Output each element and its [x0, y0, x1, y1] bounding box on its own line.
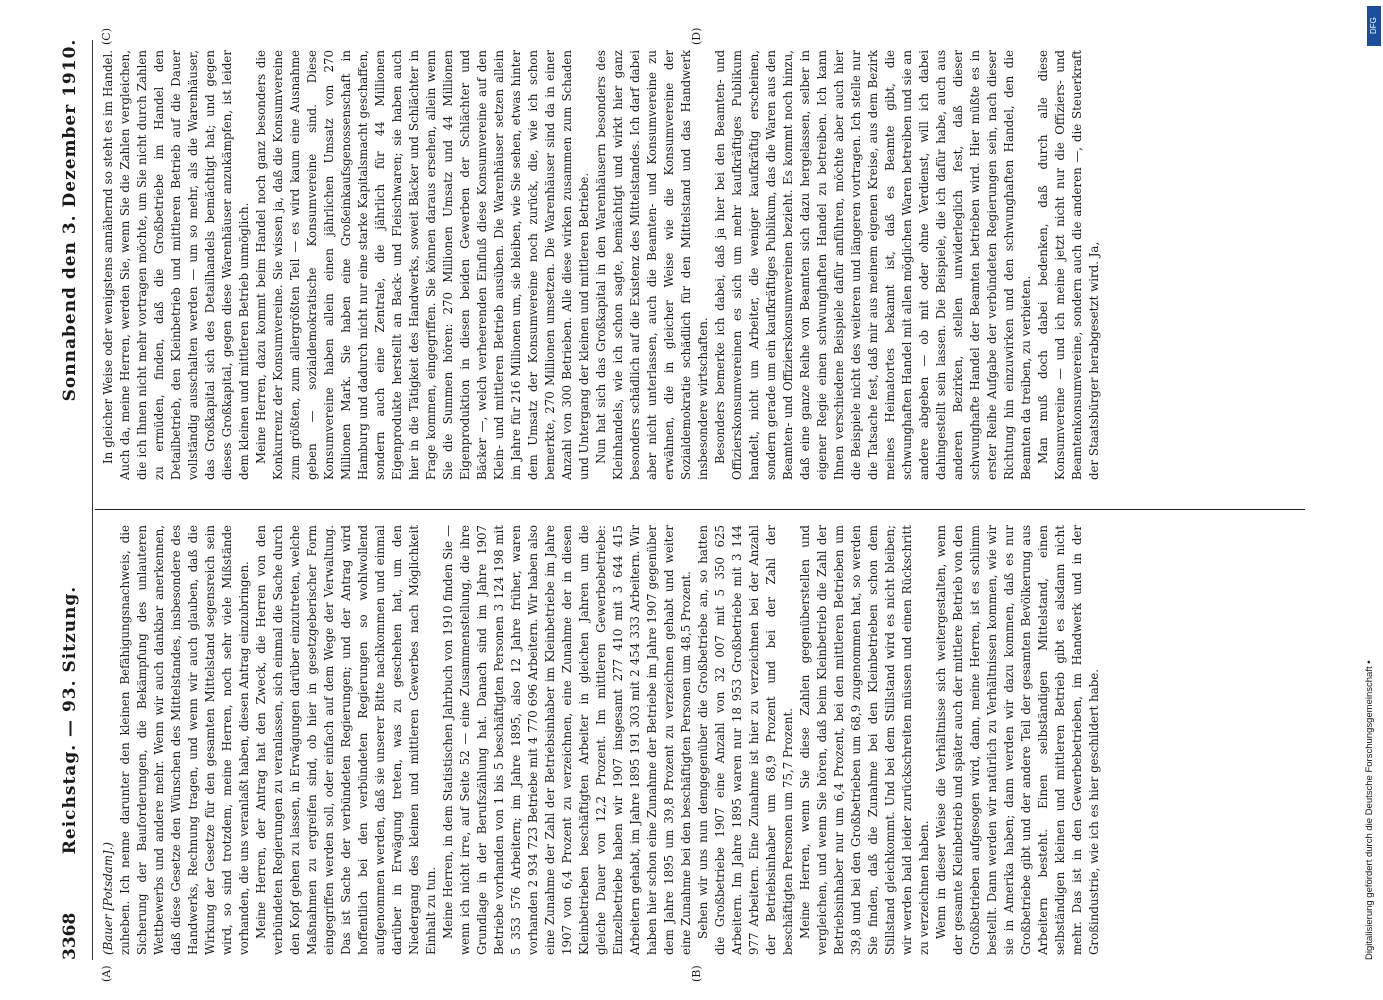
- paragraph: In gleicher Weise oder wenigstens annähernd so steht es im Handel. Auch da, meine Herren, werden Sie, wenn Sie die Zahlen vergleichen, die ich Ihnen nicht mehr vortragen möchte, um Sie nicht durch Zahlen zu ermüden, finden, daß die Großbetriebe im Handel den Detailbetrieb, den Kleinbetrieb und mittleren Betrieb auf die Dauer vollständig ausschalten werden — um so mehr, als die Warenhäuser, das Großkapital sich des Detailhandels bemächtigt hat; und gegen dieses Großkapital, gegen diese Warenhäuser anzukämpfen, ist leider dem kleinen und mittleren Betrieb unmöglich.: [101, 50, 251, 480]
- digitization-note: Digitalisierung gefördert durch die Deutsche Forschungsgemeinschaft •: [1364, 660, 1375, 960]
- paragraph: Sehen wir uns nun demgegenüber die Großbetriebe an, so hatten die Großbetriebe 1907 eine Anzahl von 32 007 mit 5 350 625 Arbeitern. Im Jahre 1895 waren nur 18 953 Großbetriebe mit 3 144 977 Arbeitern. Eine Zunahme ist hier zu verzeichnen bei der Anzahl der Betriebsinhaber um 68,9 Prozent und bei der Zahl der beschäftigten Personen um 75,7 Prozent.: [696, 525, 795, 955]
- margin-marker-c: (C): [100, 28, 113, 45]
- margin-marker-a: (A): [100, 965, 113, 982]
- paragraph: Meine Herren, der Antrag hat den Zweck, die Herren von den verbündeten Regierungen zu veranlassen, sich einmal die Sache durch den Kopf gehen zu lassen, in Erwägungen darüber einzutreten, welche Maßnahmen zu ergreifen sind, ob hier in gesetzgeberischer Form eingegriffen werden soll, oder einfach auf dem Wege der Verwaltung. Das ist Sache der verbündeten Regierungen; und der Antrag wird hoffentlich bei den verbündeten Regierungen so wohlwollend aufgenommen werden, daß sie unserer Bitte nachkommen und einmal darüber in Erwägung treten, was zu geschehen hat, um den Niedergang des kleinen und mittleren Gewerbes nach Möglichkeit Einhalt zu tun.: [254, 525, 438, 955]
- paragraph: Meine Herren, dazu kommt beim Handel noch ganz besonders die Konkurrenz der Konsumvereine. Sie wissen ja, daß die Konsumvereine zum größten, zum allergrößten Teil — es wird kaum eine Ausnahme geben — sozialdemokratische Konsumvereine sind. Diese Konsumvereine haben allein einen jährlichen Umsatz von 270 Millionen Mark. Sie haben eine Großeinkaufsgenossenschaft in Hamburg und dadurch nicht nur eine starke Kapitalsmacht geschaffen, sondern auch eine Zentrale, die jährlich für 44 Millionen Eigenprodukte herstellt an Back- und Fleischwaren; sie haben auch hier in die Tätigkeit des Handwerks, soweit Bäcker und Schlächter in Frage kommen, eingegriffen. Sie können daraus ersehen, allein wenn Sie die Summen hören: 270 Millionen Umsatz und 44 Millionen Eigenproduktion in diesen beiden Gewerben der Schlächter und Bäcker —, welch verheerenden Einfluß diese Konsumvereine auf den Klein- und mittleren Betrieb ausüben. Die Warenhäuser setzen allein im Jahre für 216 Millionen um, sie bleiben, wie Sie sehen, etwas hinter dem Umsatz der Konsumvereine noch zurück, die, wie ich schon bemerkte, 270 Millionen umsetzen. Die Warenhäuser sind da in einer Anzahl von 300 Betrieben. Alle diese wirken zusammen zum Schaden und Untergang der kleinen und mittleren Betriebe.: [254, 50, 591, 480]
- margin-marker-b: (B): [690, 965, 703, 982]
- dfg-logo: DFG: [1367, 6, 1381, 46]
- page-header: [60, 40, 90, 960]
- margin-marker-d: (D): [690, 27, 703, 45]
- paragraph: Besonders bemerke ich dabei, daß ja hier bei den Beamten- und Offizierskonsumvereinen es sich um mehr kaufkräftiges Publikum handelt, nicht um Arbeiter, die weniger kaufkräftig erscheinen, sondern gerade um ein kaufkräftiges Publikum, das die Waren aus den Beamten- und Offizierskonsumvereinen bezieht. Es kommt noch hinzu, daß eine ganze Reihe von Beamten sich dazu hergelassen, selber in eigener Regie einen schwunghaften Handel zu betreiben. Ich kann Ihnen verschiedene Beispiele dafür anführen, möchte aber auch hier die Beispiele nicht des weiteren und längeren vortragen. Ich stelle nur die Tatsache fest, daß mir aus meinem eigenen Kreise, aus dem Bezirk meines Heimatortes bekannt ist, daß es Beamte gibt, die schwunghaften Handel mit allen möglichen Waren betreiben und sie an andere abgeben — ob mit oder ohne Verdienst, will ich dabei dahingestellt sein lassen. Die Beispiele, die ich dafür habe, auch aus anderen Bezirken, stellen unwiderleglich fest, daß dieser schwunghafte Handel der Beamten betrieben wird. Hier müßte es in erster Reihe Aufgabe der verbündeten Regierungen sein, nach dieser Richtung hin einzuwirken und den schwunghaften Handel, den die Beamten da treiben, zu verbieten.: [713, 50, 1033, 480]
- left-column: [100, 525, 1300, 955]
- header-title: Reichstag. — 93. Sitzung.: [60, 585, 80, 855]
- paragraph: zuheben. Ich nenne darunter den kleinen Befähigungsnachweis, die Sicherung der Bauforderungen, die Bekämpfung des unlauteren Wettbewerbs und andere mehr. Wenn wir auch dankbar anerkennen, daß diese Gesetze den Wünschen des Mittelstandes, insbesondere des Handwerks, Rechnung tragen, und wenn wir auch glauben, daß die Wirkung der Gesetze für den gesamten Mittelstand segensreich sein wird, so sind trotzdem, meine Herren, noch sehr viele Mißstände vorhanden, die uns veranlaßt haben, diesen Antrag einzubringen.: [118, 525, 251, 955]
- speaker-note: (Bauer [Potsdam].): [101, 842, 115, 955]
- header-date: Sonnabend den 3. Dezember 1910.: [60, 38, 80, 402]
- paragraph: Meine Herren, in dem Statistischen Jahrbuch von 1910 finden Sie — wenn ich nicht irre, auf Seite 52 — eine Zusammenstellung, die ihre Grundlage in der Berufszählung hat. Danach sind im Jahre 1907 Betriebe vorhanden von 1 bis 5 beschäftigten Personen 3 124 198 mit 5 353 576 Arbeitern; im Jahre 1895, also 12 Jahre früher, waren vorhanden 2 934 723 Betriebe mit 4 770 696 Arbeitern. Wir haben also eine Zunahme der Zahl der Betriebsinhaber im Kleinbetriebe im Jahre 1907 von 6,4 Prozent zu verzeichnen, eine Zunahme der in diesen Kleinbetrieben beschäftigten Arbeiter in gleichen Jahren um die gleiche Dauer von 12,2 Prozent. Im mittleren Gewerbebetriebe: Einzelbetriebe haben wir 1907 insgesamt 277 410 mit 3 644 415 Arbeitern gehabt, im Jahre 1895 191 303 mit 2 454 333 Arbeitern. Wir haben hier schon eine Zunahme der Betriebe im Jahre 1907 gegenüber dem Jahre 1895 um 39,8 Prozent zu verzeichnen gehabt und weiter eine Zunahme bei den beschäftigten Personen um 48,5 Prozent.: [441, 525, 693, 955]
- paragraph: Nun hat sich das Großkapital in den Warenhäusern besonders des Kleinhandels, wie ich schon sagte, bemächtigt und wirkt hier ganz besonders schädlich auf die Existenz des Mittelstandes. Ich darf dabei aber nicht unterlassen, auch die Beamten- und Konsumvereine zu erwähnen, die in gleicher Weise wie die Konsumvereine der Sozialdemokratie schädlich für den Mittelstand und das Handwerk insbesondere wirtschaften.: [594, 50, 710, 480]
- paragraph: Wenn in dieser Weise die Verhältnisse sich weitergestalten, wenn der gesamte Kleinbetrieb und später auch der mittlere Betrieb von den Großbetrieben aufgesogen wird, dann, meine Herren, ist es schlimm bestellt. Dann werden wir natürlich zu Verhältnissen kommen, wie wir sie in Amerika haben; dann werden wir dazu kommen, daß es nur Großbetriebe gibt und der andere Teil der gesamten Bevölkerung aus Arbeitern besteht. Einen selbständigen Mittelstand, einen selbständigen kleinen und mittleren Betrieb gibt es alsdann nicht mehr. Das ist in den Gewerbebetrieben, im Handwerk und in der Großindustrie, wie ich es hier geschildert habe.: [934, 525, 1101, 955]
- paragraph: Man muß doch dabei bedenken, daß durch alle diese Konsumvereine — und ich meine jetzt nicht nur die Offiziers- und Beamtenkonsumvereine, sondern auch die anderen —, die Steuerkraft der Staatsbürger herabgesetzt wird. Ja,: [1036, 50, 1101, 480]
- header-rule: [92, 40, 93, 960]
- column-divider: [95, 509, 1305, 510]
- paragraph: Meine Herren, wenn Sie diese Zahlen gegenüberstellen und vergleichen, und wenn Sie hören, daß beim Kleinbetrieb die Zahl der Betriebsinhaber nur um 6,4 Prozent, bei den mittleren Betrieben um 39,8 und bei den Großbetrieben um 68,9 zugenommen hat, so werden Sie finden, daß die Zunahme bei den Kleinbetrieben schon dem Stillstand gleichkommt. Und bei dem Stillstand wird es nicht bleiben; wir werden bald leider zurückschreiten müssen und einen Rückschritt zu verzeichnen haben.: [798, 525, 931, 955]
- page-number: 3368: [60, 912, 80, 960]
- right-column: [100, 50, 1300, 480]
